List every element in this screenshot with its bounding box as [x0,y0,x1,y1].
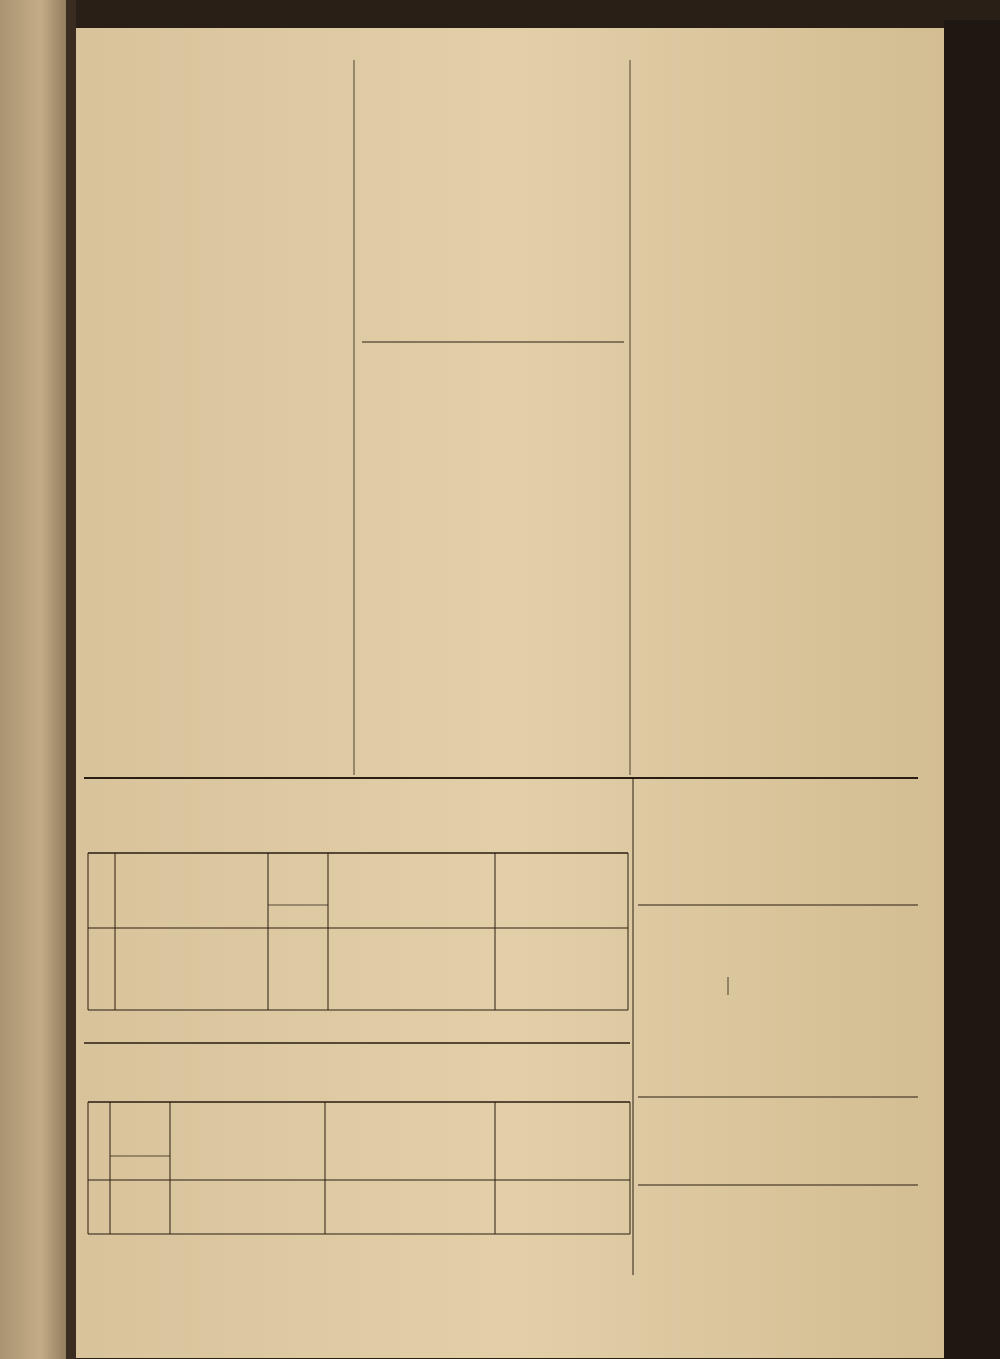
paper [76,28,946,1358]
left-strip [0,0,68,1359]
